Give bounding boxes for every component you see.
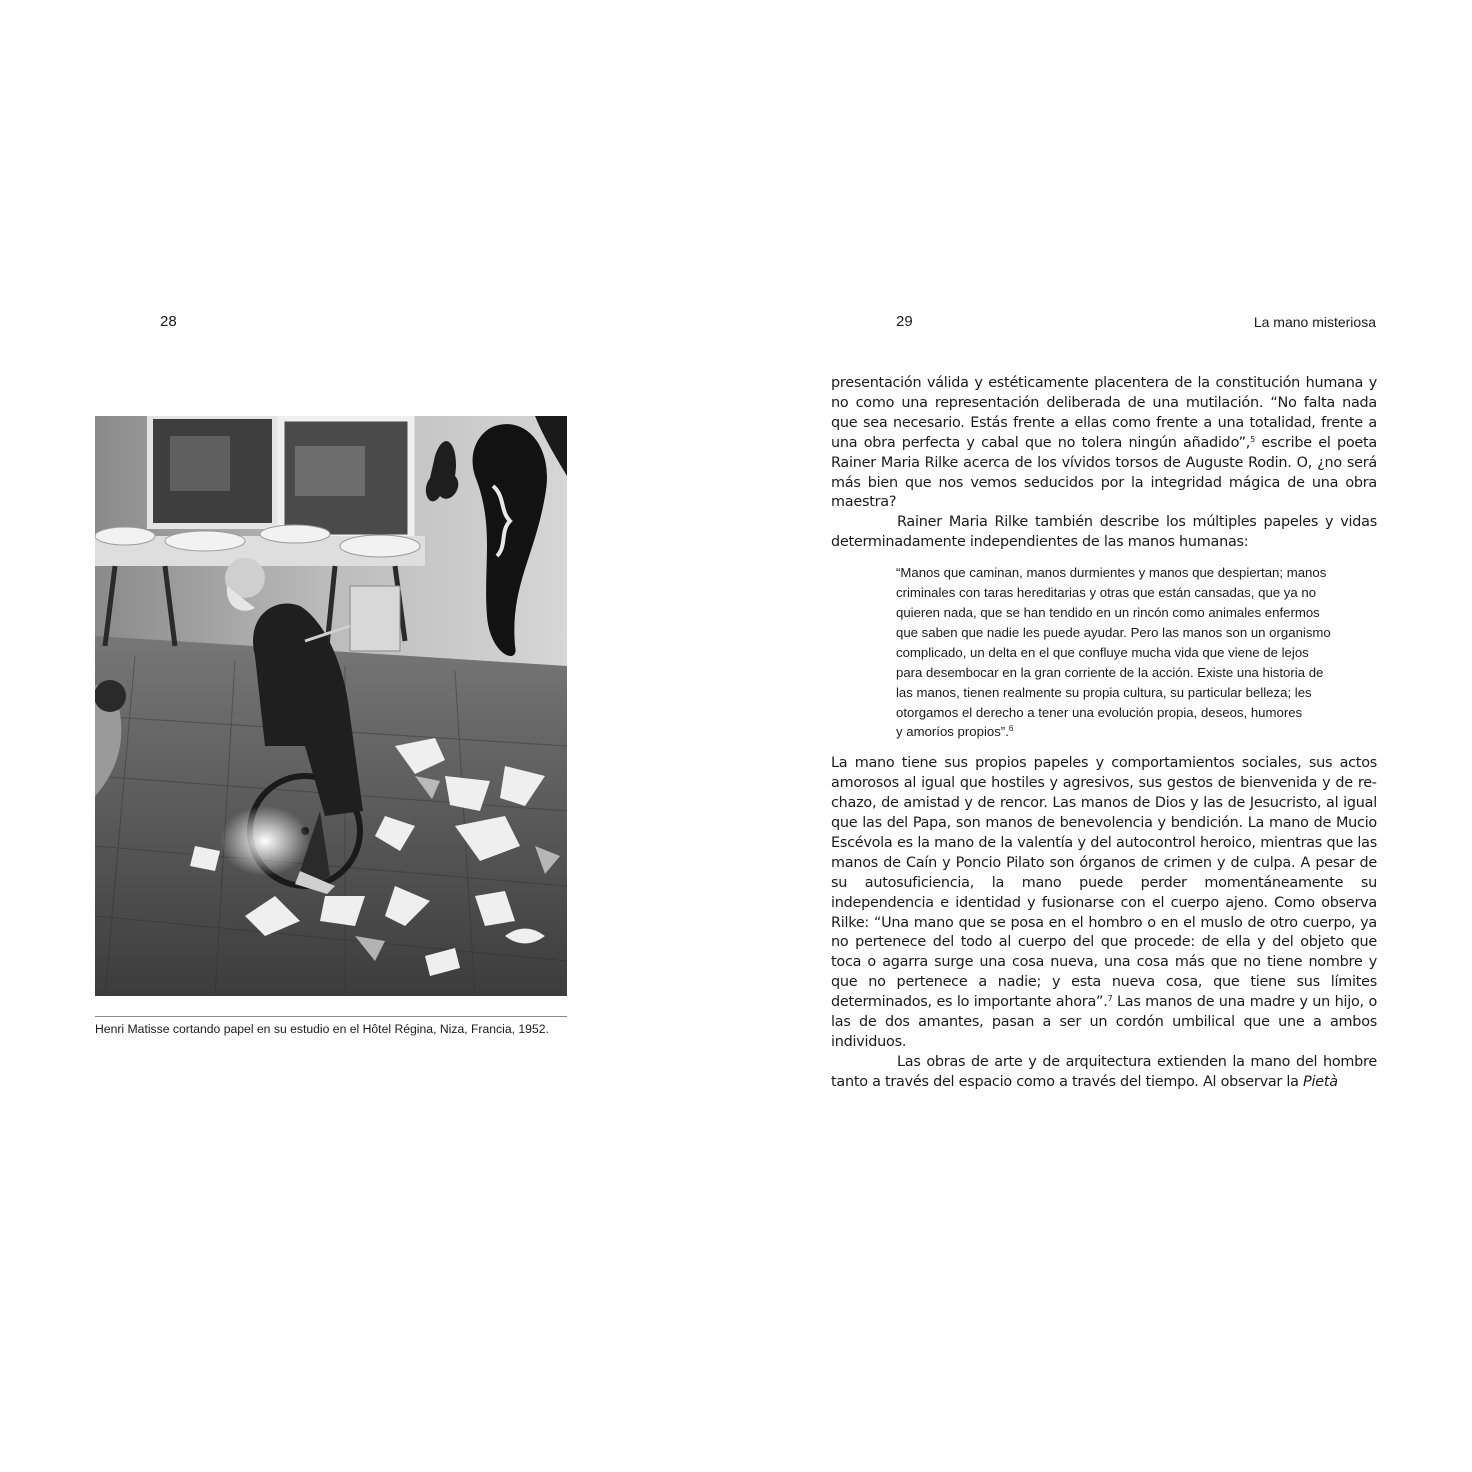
running-head: La mano misteriosa (1253, 314, 1376, 330)
paragraph: Rainer Maria Rilke también describe los múltiples papeles y vidas determinadamente independientes de las manos humanas: (831, 514, 1377, 551)
quote-line: “Manos que caminan, manos durmientes y manos que despiertan; manos (896, 565, 1327, 581)
block-quote (896, 563, 1363, 742)
quote-line: para desembocar en la gran corriente de la acción. Existe una historia de (896, 664, 1324, 680)
photograph-matisse-studio (95, 416, 567, 996)
footnote-ref: 6 (1008, 724, 1014, 734)
page-number-left: 28 (160, 313, 177, 330)
paragraph: Las obras de arte y de arquitectura extienden la mano del hombre tanto a través del espacio como a través del tiempo. Al observar la Pietà (831, 1053, 1377, 1090)
paragraph: La mano tiene sus propios papeles y comportamientos sociales, sus actos amorosos al igual que hostiles y agresivos, sus gestos de bienvenida y de rechazo, de amistad y de rencor. Las manos de Dios y las de Jesucristo, al igual que las del Papa, son manos de benevolencia y bendición. La mano de Mucio Escévola es la mano de la valentía y del autocontrol heroico, mientras que las manos de Caín y Poncio Pilato son órganos de crimen y de culpa. A pesar de su autosuficiencia, la mano puede perder momentáneamente su independencia e identidad y fusionarse con el cuerpo ajeno. Como observa Rilke: “Una mano que se posa en el hombro o en el muslo de otro cuerpo, ya no pertenece del todo al cuerpo del que procede: de ella y del objeto que toca o agarra surge una cosa nueva, una cosa más que no tiene nombre y que no pertenece a nadie; y esta nueva cosa, que tiene sus límites determinados, es lo importante ahora”.$^7$ Las manos de una madre y un hijo, o las de dos amantes, pasan a ser un cordón umbilical que une a ambos individuos. (831, 755, 1378, 1050)
photo-caption: Henri Matisse cortando papel en su estudio en el Hôtel Régina, Niza, Francia, 1952. (95, 1022, 549, 1036)
body-text (831, 374, 1377, 1093)
page-number-right: 29 (896, 313, 913, 330)
quote-line: y amoríos propios”.$^6$ (896, 724, 1014, 740)
quote-line: criminales con taras hereditarias y otras que están cansadas, que ya no (896, 585, 1317, 601)
quote-line: otorgamos el derecho a tener una evolución propia, deseos, humores (896, 704, 1303, 720)
footnote-ref: 7 (1107, 994, 1113, 1004)
paragraph: presentación válida y estéticamente placentera de la constitución humana y no como una representación deliberada de una mutilación. “No falta nada que sea necesario. Estás frente a ellas como frente a una totalidad, frente a una obra perfecta y cabal que no tolera ningún añadido”,$^5$ escribe el poeta Rainer Maria Rilke acerca de los vívidos torsos de Auguste Rodin. O, ¿no será más bien que nos vemos seducidos por la integridad mágica de una obra maestra? (831, 375, 1377, 511)
caption-rule (95, 1016, 567, 1017)
footnote-ref: 5 (1250, 434, 1255, 444)
photograph-artwork (95, 416, 567, 996)
quote-line: que saben que nadie les puede ayudar. Pero las manos son un organismo (896, 624, 1331, 640)
quote-line: complicado, un delta en el que confluye mucha vida que viene de lejos (896, 644, 1309, 660)
quote-line: quieren nada, que se han tendido en un rincón como animales enfermos (896, 604, 1320, 620)
quote-line: las manos, tienen realmente su propia cultura, su particular belleza; les (896, 684, 1312, 700)
